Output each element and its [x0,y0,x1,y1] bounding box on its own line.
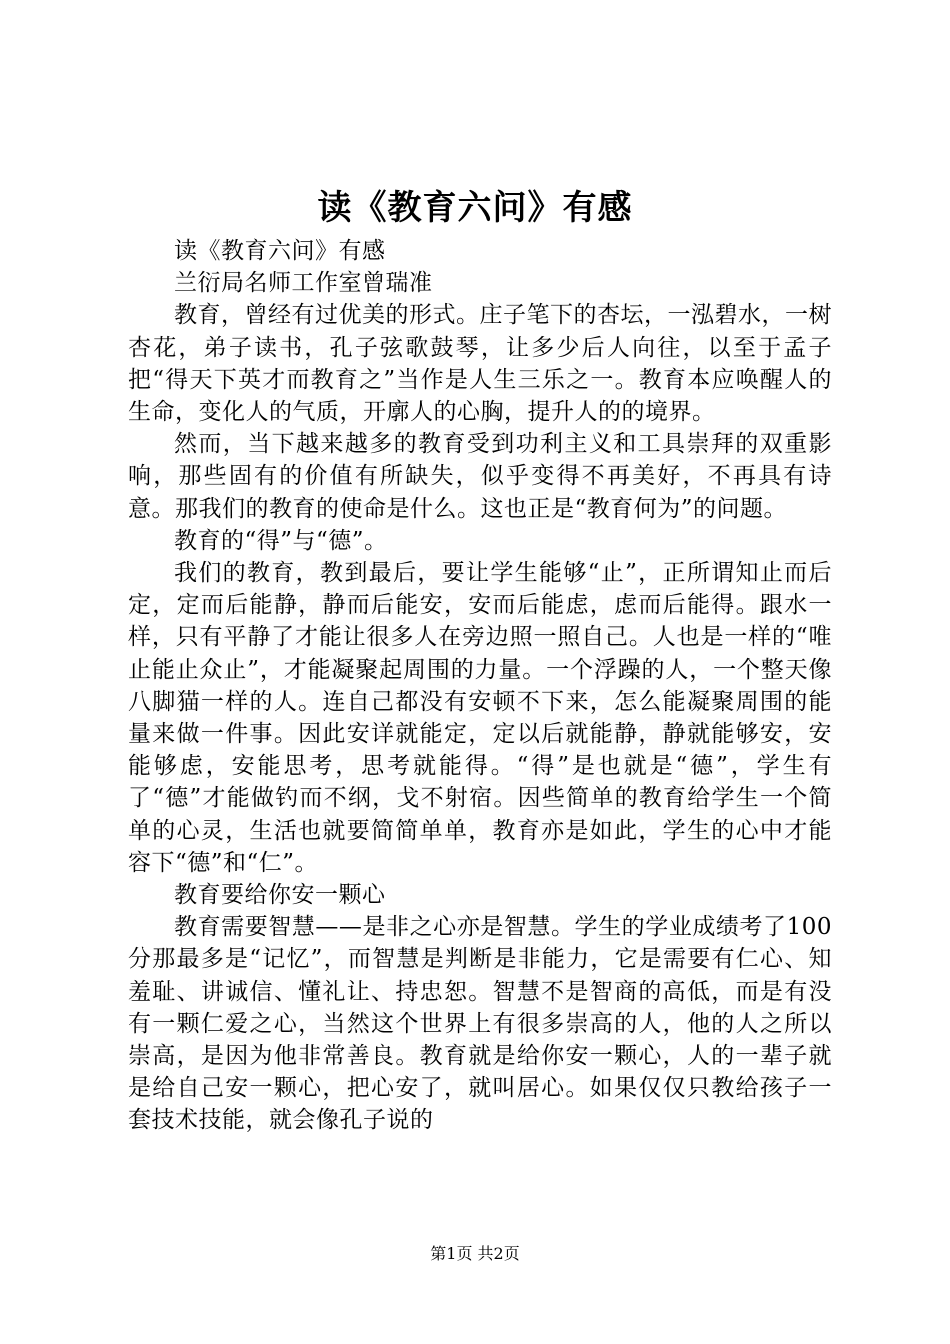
section-heading: 教育要给你安一颗心 [174,882,386,909]
document-title: 读《教育六问》有感 [317,188,633,228]
paragraph: 教育需要智慧——是非之心亦是智慧。学生的学业成绩考了100分那最多是“记忆”，而智慧是判断是非能力，它是需要有仁心、知羞耻、讲诚信、懂礼让、持忠恕。智慧不是智商的高低，而是有没有一颗仁爱之心，当然这个世界上有很多崇高的人，他的人之所以崇高，是因为他非常善良。教育就是给你安一颗心，人的一辈子就是给自己安一颗心，把心安了，就叫居心。如果仅仅只教给孩子一套技术技能，就会像孔子说的 [128,914,832,1134]
section-heading: 教育的“得”与“德”。 [174,527,388,554]
document-body [128,235,832,1137]
paragraph-author: 兰衍局名师工作室曾瑞准 [174,270,433,297]
paragraph-subtitle: 读《教育六问》有感 [174,238,386,264]
paragraph: 然而，当下越来越多的教育受到功利主义和工具崇拜的双重影响，那些固有的价值有所缺失，似乎变得不再美好，不再具有诗意。那我们的教育的使命是什么。这也正是“教育何为”的问题。 [128,431,832,522]
page-footer: 第1页 共2页 [430,1244,520,1263]
paragraph: 我们的教育，教到最后，要让学生能够“止”，正所谓知止而后定，定而后能静，静而后能安，安而后能虑，虑而后能得。跟水一样，只有平静了才能让很多人在旁边照一照自己。人也是一样的“唯止能止众止”，才能凝聚起周围的力量。一个浮躁的人，一个整天像八脚猫一样的人。连自己都没有安顿不下来，怎么能凝聚周围的能量来做一件事。因此安详就能定，定以后就能静，静就能够安，安能够虑，安能思考，思考就能得。“得”是也就是“德”，学生有了“德”才能做钓而不纲，戈不射宿。因些简单的教育给学生一个简单的心灵，生活也就要简简单单，教育亦是如此，学生的心中才能容下“德”和“仁”。 [128,560,832,876]
paragraph: 教育，曾经有过优美的形式。庄子笔下的杏坛，一泓碧水，一树杏花，弟子读书，孔子弦歌鼓琴，让多少后人向往，以至于孟子把“得天下英才而教育之”当作是人生三乐之一。教育本应唤醒人的生命，变化人的气质，开廓人的心胸，提升人的的境界。 [128,302,832,426]
